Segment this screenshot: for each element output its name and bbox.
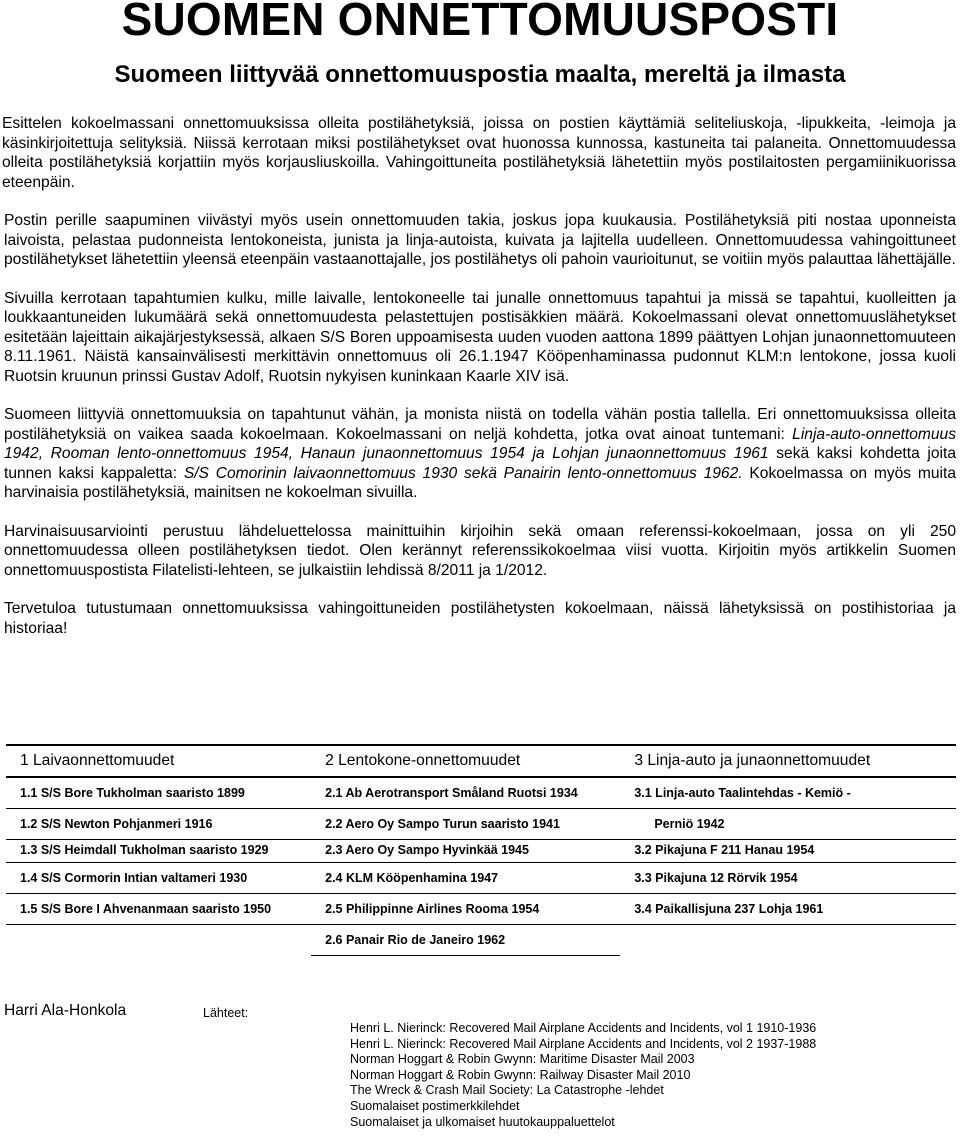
table-cell xyxy=(620,925,956,956)
table-cell: 2.3 Aero Oy Sampo Hyvinkää 1945 xyxy=(311,840,620,863)
table-cell: Perniö 1942 xyxy=(620,809,956,840)
paragraph-part: Suomeen liittyviä onnettomuuksia on tapahtunut vähän, ja monista niistä on todella vähän postia tallella. Eri onnettomuuksissa olleita postilähetyksiä on vaikea saada kokoelmaan. Kokoelmassani on neljä kohdetta, jotka ovat ainoat tuntemani: xyxy=(4,406,956,443)
source-item: Norman Hoggart & Robin Gwynn: Railway Disaster Mail 2010 xyxy=(350,1067,691,1082)
table-header-row xyxy=(6,745,956,777)
table-cell xyxy=(6,925,311,956)
contents-table xyxy=(6,744,956,956)
paragraph-part: Kokoelmassa on myös muita harvinaisia postilähetyksiä, mainitsen ne kokoelman sivuilla. xyxy=(4,464,956,501)
page-title: SUOMEN ONNETTOMUUSPOSTI xyxy=(121,0,839,45)
table-row xyxy=(6,925,956,956)
intro-text xyxy=(4,114,956,638)
table-cell: 2.4 KLM Kööpenhamina 1947 xyxy=(311,863,620,894)
table-header-aircraft: 2 Lentokone-onnettomuudet xyxy=(311,745,620,777)
table-cell: 2.6 Panair Rio de Janeiro 1962 xyxy=(311,925,620,956)
table-row xyxy=(6,777,956,809)
table-cell: 1.3 S/S Heimdall Tukholman saaristo 1929 xyxy=(6,840,311,863)
table-cell: 1.4 S/S Cormorin Intian valtameri 1930 xyxy=(6,863,311,894)
paragraph-part: sekä kaksi kohdetta joita tunnen kaksi kappaletta: xyxy=(4,445,956,482)
table-row xyxy=(6,840,956,863)
table-cell: 1.5 S/S Bore I Ahvenanmaan saaristo 1950 xyxy=(6,894,311,925)
table-cell: 3.3 Pikajuna 12 Rörvik 1954 xyxy=(620,863,956,894)
table-cell: 3.4 Paikallisjuna 237 Lohja 1961 xyxy=(620,894,956,925)
source-item: Henri L. Nierinck: Recovered Mail Airplane Accidents and Incidents, vol 1 1910-1936 xyxy=(350,1021,817,1035)
table-cell: 3.1 Linja-auto Taalintehdas - Kemiö - xyxy=(620,777,956,809)
table-header-bus-train: 3 Linja-auto ja junaonnettomuudet xyxy=(620,745,956,777)
source-item: Suomalaiset ja ulkomaiset huutokauppaluettelot xyxy=(350,1114,615,1129)
sources-list xyxy=(350,1021,816,1130)
table-cell: 1.1 S/S Bore Tukholman saaristo 1899 xyxy=(6,777,311,809)
table-cell: 1.2 S/S Newton Pohjanmeri 1916 xyxy=(6,809,311,840)
paragraph-welcome: Tervetuloa tutustumaan onnettomuuksissa vahingoittuneiden postilähetysten kokoelmaan, näissä lähetyksissä on postihistoriaa ja historiaa! xyxy=(4,600,956,637)
table-cell: 2.1 Ab Aerotransport Småland Ruotsi 1934 xyxy=(311,777,620,809)
source-item: The Wreck & Crash Mail Society: La Catastrophe -lehdet xyxy=(350,1083,664,1098)
table-cell: 3.2 Pikajuna F 211 Hanau 1954 xyxy=(620,840,956,863)
table-header-ships: 1 Laivaonnettomuudet xyxy=(6,745,311,777)
source-item: Norman Hoggart & Robin Gwynn: Maritime Disaster Mail 2003 xyxy=(350,1052,695,1067)
paragraph-finnish-accidents xyxy=(4,405,956,503)
author-name: Harri Ala-Honkola xyxy=(4,1002,127,1019)
table-row xyxy=(6,809,956,840)
paragraph-italic-list: Linja-auto-onnettomuus 1942, Rooman lento-onnettomuus 1954, Hanaun junaonnettomuus 1954 ja Lohjan junaonnettomuus 1961 xyxy=(4,425,956,462)
paragraph-pages: Sivuilla kerrotaan tapahtumien kulku, mille laivalle, lentokoneelle tai junalle onnettomuus tapahtui ja missä se tapahtui, kuolleitten ja loukkaantuneiden lukumäärä sekä onnettomuudesta pelastettujen postisäkkien määrä. Kokoelmassani olevat onnettomuuslähetykset esitetään lajeittain aikajärjestyksessä, alkaen S/S Boren uppoamisesta uuden vuoden aattona 1899 päättyen Lohjan junaonnettomuuteen 8.11.1961. Näistä kansainvälisesti merkittävin onnettomuus oli 26.1.1947 Kööpenhaminassa pudonnut KLM:n lentokone, jossa kuoli Ruotsin kruunun prinssi Gustav Adolf, Ruotsin nykyisen kuninkaan Kaarle XIV isä. xyxy=(4,289,956,385)
paragraph-delays: Postin perille saapuminen viivästyi myös usein onnettomuuden takia, joskus jopa kuukausia. Postilähetyksiä piti nostaa uponneista laivoista, pelastaa pudonneista lentokoneista, junista ja linja-autoista, kuivata ja lajitella uudelleen. Onnettomuudessa vahingoittuneet postilähetykset lähetettiin yleensä eteenpäin vastaanottajalle, jos postilähetys oli pahoin vaurioitunut, se voitiin myös palauttaa lähettäjälle. xyxy=(4,212,956,268)
table-row xyxy=(6,894,956,925)
sources-label: Lähteet: xyxy=(203,1006,249,1020)
table-cell: 2.5 Philippinne Airlines Rooma 1954 xyxy=(311,894,620,925)
table-row xyxy=(6,863,956,894)
source-item: Henri L. Nierinck: Recovered Mail Airplane Accidents and Incidents, vol 2 1937-1988 xyxy=(350,1036,817,1051)
source-item: Suomalaiset postimerkkilehdet xyxy=(350,1098,520,1113)
paragraph-rarity: Harvinaisuusarviointi perustuu lähdeluettelossa mainittuihin kirjoihin sekä omaan referenssi-kokoelmaan, jossa on yli 250 onnettomuudessa olleen postilähetyksen tiedot. Olen kerännyt referenssikokoelmaa viisi vuotta. Kirjoitin myös artikkelin Suomen onnettomuuspostista Filatelisti-lehteen, se julkaistiin lehdissä 8/2011 ja 1/2012. xyxy=(4,522,956,579)
table-cell: 2.2 Aero Oy Sampo Turun saaristo 1941 xyxy=(311,809,620,840)
paragraph-intro: Esittelen kokoelmassani onnettomuuksissa olleita postilähetyksiä, joissa on postien käyttämiä seliteliuskoja, -lipukkeita, -leimoja ja käsinkirjoitettuja selityksiä. Niissä kerrotaan miksi postilähetykset ovat huonossa kunnossa, kastuneita tai palaneita. Onnettomuudessa olleita postilähetyksiä korjattiin myös korjausliuskoilla. Vahingoittuneita postilähetyksiä lähetettiin myös postilaitosten pergamiinikuorissa eteenpäin. xyxy=(2,115,956,191)
page-subtitle: Suomeen liittyvää onnettomuuspostia maalta, mereltä ja ilmasta xyxy=(114,61,846,88)
paragraph-italic-list: S/S Comorinin laivaonnettomuus 1930 sekä Panairin lento-onnettomuus 1962. xyxy=(183,464,743,482)
